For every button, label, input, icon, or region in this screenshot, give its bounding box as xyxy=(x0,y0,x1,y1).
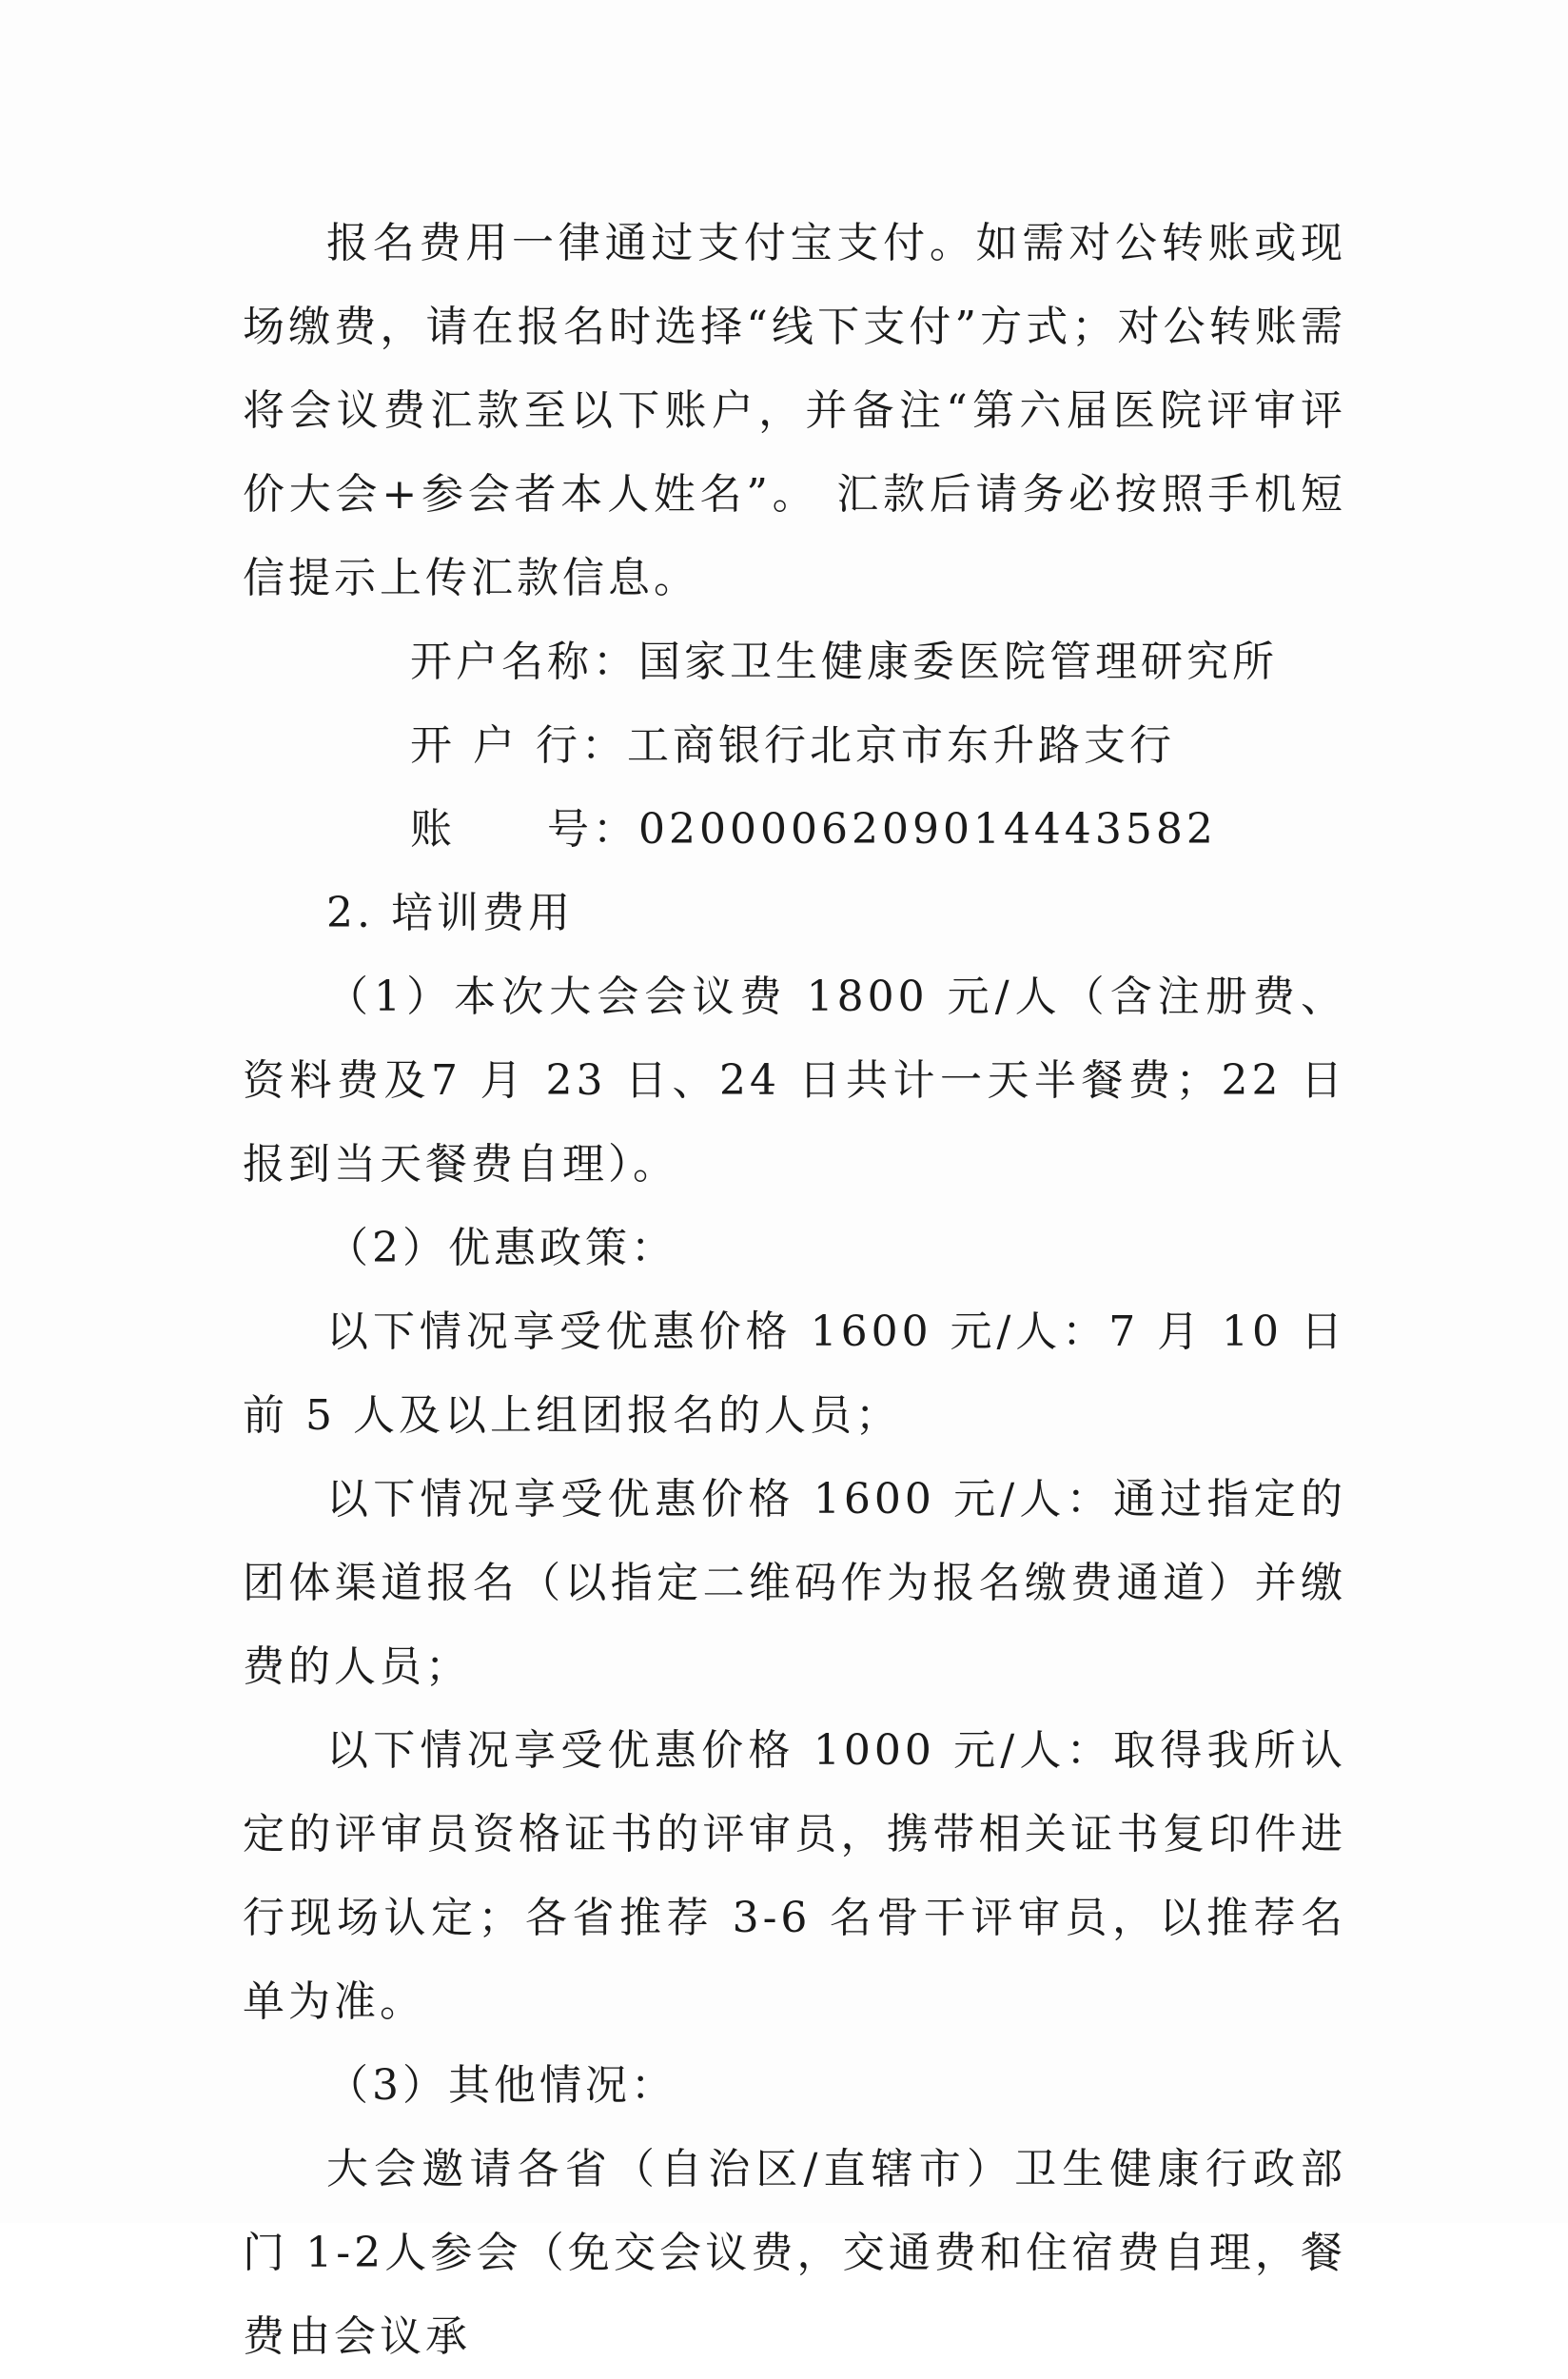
account-number-label: 账 号： xyxy=(410,805,638,854)
account-bank-line xyxy=(243,704,1346,788)
other-situations-heading: （3）其他情况： xyxy=(326,2061,676,2110)
meeting-fee-item: （1）本次大会会议费 1800 元/人（含注册费、资料费及7 月 23 日、24 日共计一天半餐费；22 日报到当天餐费自理）。 xyxy=(243,973,1346,1189)
account-name-value: 国家卫生健康委医院管理研究所 xyxy=(638,638,1278,686)
discount-designated-channel: 以下情况享受优惠价格 1600 元/人：通过指定的团体渠道报名（以指定二维码作为报名缴费通道）并缴费的人员； xyxy=(243,1475,1346,1691)
discount-group-registration: 以下情况享受优惠价格 1600 元/人：7 月 10 日前 5 人及以上组团报名的人员； xyxy=(243,1307,1346,1440)
other-situations-paragraph: 大会邀请各省（自治区/直辖市）卫生健康行政部门 1-2人参会（免交会议费，交通费和住宿费自理，餐费由会议承 xyxy=(243,2145,1346,2361)
account-bank-label: 开 户 行： xyxy=(410,721,627,770)
discount-certified-reviewer: 以下情况享受优惠价格 1000 元/人：取得我所认定的评审员资格证书的评审员，携带相关证书复印件进行现场认定；各省推荐 3-6 名骨干评审员，以推荐名单为准。 xyxy=(243,1726,1346,2026)
document-body xyxy=(243,202,1346,2379)
discount-policy-heading: （2）优惠政策： xyxy=(326,1224,676,1272)
payment-instructions-paragraph: 报名费用一律通过支付宝支付。如需对公转账或现场缴费，请在报名时选择“线下支付”方式；对公转账需将会议费汇款至以下账户，并备注“第六届医院评审评价大会+参会者本人姓名”。 汇款后请务必按照手机短信提示上传汇款信息。 xyxy=(243,219,1346,602)
account-number-line xyxy=(243,788,1346,872)
account-name-label: 开户名称： xyxy=(410,638,638,686)
account-bank-value: 工商银行北京市东升路支行 xyxy=(626,721,1175,770)
account-number-value: 0200006209014443582 xyxy=(638,805,1217,854)
account-name-line xyxy=(243,620,1346,704)
training-fee-heading: 2. 培训费用 xyxy=(326,889,574,937)
